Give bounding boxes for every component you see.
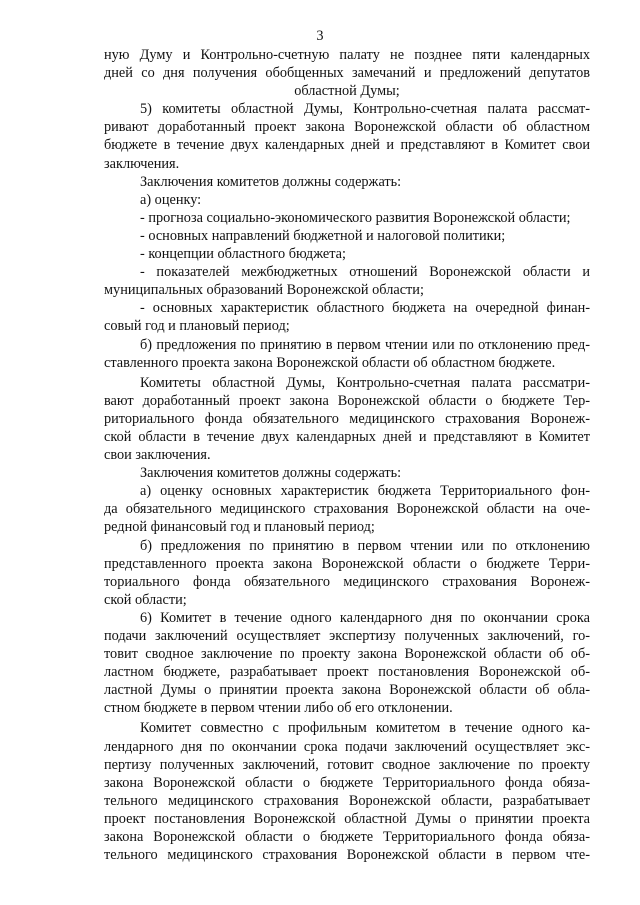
text-line: лендарного дня по окончании срока подачи заключений осуществляет экс- [104,738,590,755]
text-line: совый год и плановый период; [104,318,290,335]
text-line: ластной Думы о принятии проекта закона Воронежской области об обла- [104,682,590,699]
text-line: стном бюджете в первом чтении либо об его отклонении. [104,700,453,717]
text-line: Комитеты областной Думы, Контрольно-счетная палата рассматри- [140,374,590,391]
text-line: ластном бюджете, разрабатывает проект постановления Воронежской об- [104,664,590,681]
text-line: дней со дня получения обобщенных замечаний и предложений депутатов [104,65,590,82]
text-line: товит сводное заключение по проекту закона Воронежской области об об- [104,646,590,663]
text-line: 5) комитеты областной Думы, Контрольно-счетная палата рассмат- [140,101,590,118]
page-number: 3 [316,28,324,44]
document-body [104,46,590,864]
text-line: ную Думу и Контрольно-счетную палату не позднее пяти календарных [104,47,590,63]
text-line: 6) Комитет в течение одного календарного дня по окончании срока [140,609,590,626]
text-line: тельного медицинского страхования Воронежской области, разрабатывает [104,792,590,809]
text-line: а) оценку: [140,191,202,208]
text-line: закона Воронежской области о бюджете Территориального фонда обяза- [104,774,590,791]
text-line: - показателей межбюджетных отношений Воронежской области и [140,264,590,281]
text-line: - основных направлений бюджетной и налоговой политики; [140,227,506,244]
text-line: тельного медицинского страхования Воронежской области в первом чте- [104,847,590,864]
text-line: б) предложения по принятию в первом чтении или по отклонению [140,537,590,554]
text-line: заключения. [104,155,180,172]
text-line: подачи заключений осуществляет экспертизу полученных заключений, го- [104,628,590,644]
text-line: Заключения комитетов должны содержать: [140,173,402,190]
text-line: да обязательного медицинского страхования Воронежской области на оче- [104,501,590,518]
text-line: ской области в течение двух календарных дней и представляют в Комитет [104,428,590,445]
text-line: редной финансовый год и плановый период; [104,519,375,536]
text-line: риториального фонда обязательного медицинского страхования Воронеж- [104,410,590,427]
text-line: б) предложения по принятию в первом чтении или по отклонению пред- [140,336,590,353]
text-line: муниципальных образований Воронежской области; [104,282,424,299]
text-line: закона Воронежской области о бюджете Территориального фонда обяза- [104,829,590,846]
text-line: пертизу полученных заключений, готовит сводное заключение по проекту [104,756,590,773]
text-line: представленного проекта закона Воронежской области о бюджете Терри- [104,555,590,572]
text-line: вают доработанный проект закона Воронежской области о бюджете Тер- [104,392,590,409]
text-line: ривают доработанный проект закона Воронежской области об областном [104,119,590,136]
text-line: свои заключения. [104,447,211,464]
text-line: проект постановления Воронежской областной Думы о принятии проекта [104,810,590,827]
text-line: - концепции областного бюджета; [140,246,346,263]
text-line: областной Думы; [294,83,400,100]
text-line: ториального фонда обязательного медицинского страхования Воронеж- [104,573,590,590]
text-line: ской области; [104,591,187,608]
text-line: бюджете в течение двух календарных дней и представляют в Комитет свои [104,137,590,154]
text-line: а) оценку основных характеристик бюджета Территориального фон- [140,483,590,500]
text-line: Комитет совместно с профильным комитетом в течение одного ка- [140,720,590,737]
text-line: Заключения комитетов должны содержать: [140,465,402,482]
text-line: - прогноза социально-экономического развития Воронежской области; [140,209,571,226]
text-line: - основных характеристик областного бюджета на очередной финан- [140,300,590,317]
text-line: ставленного проекта закона Воронежской области об областном бюджете. [104,354,556,371]
